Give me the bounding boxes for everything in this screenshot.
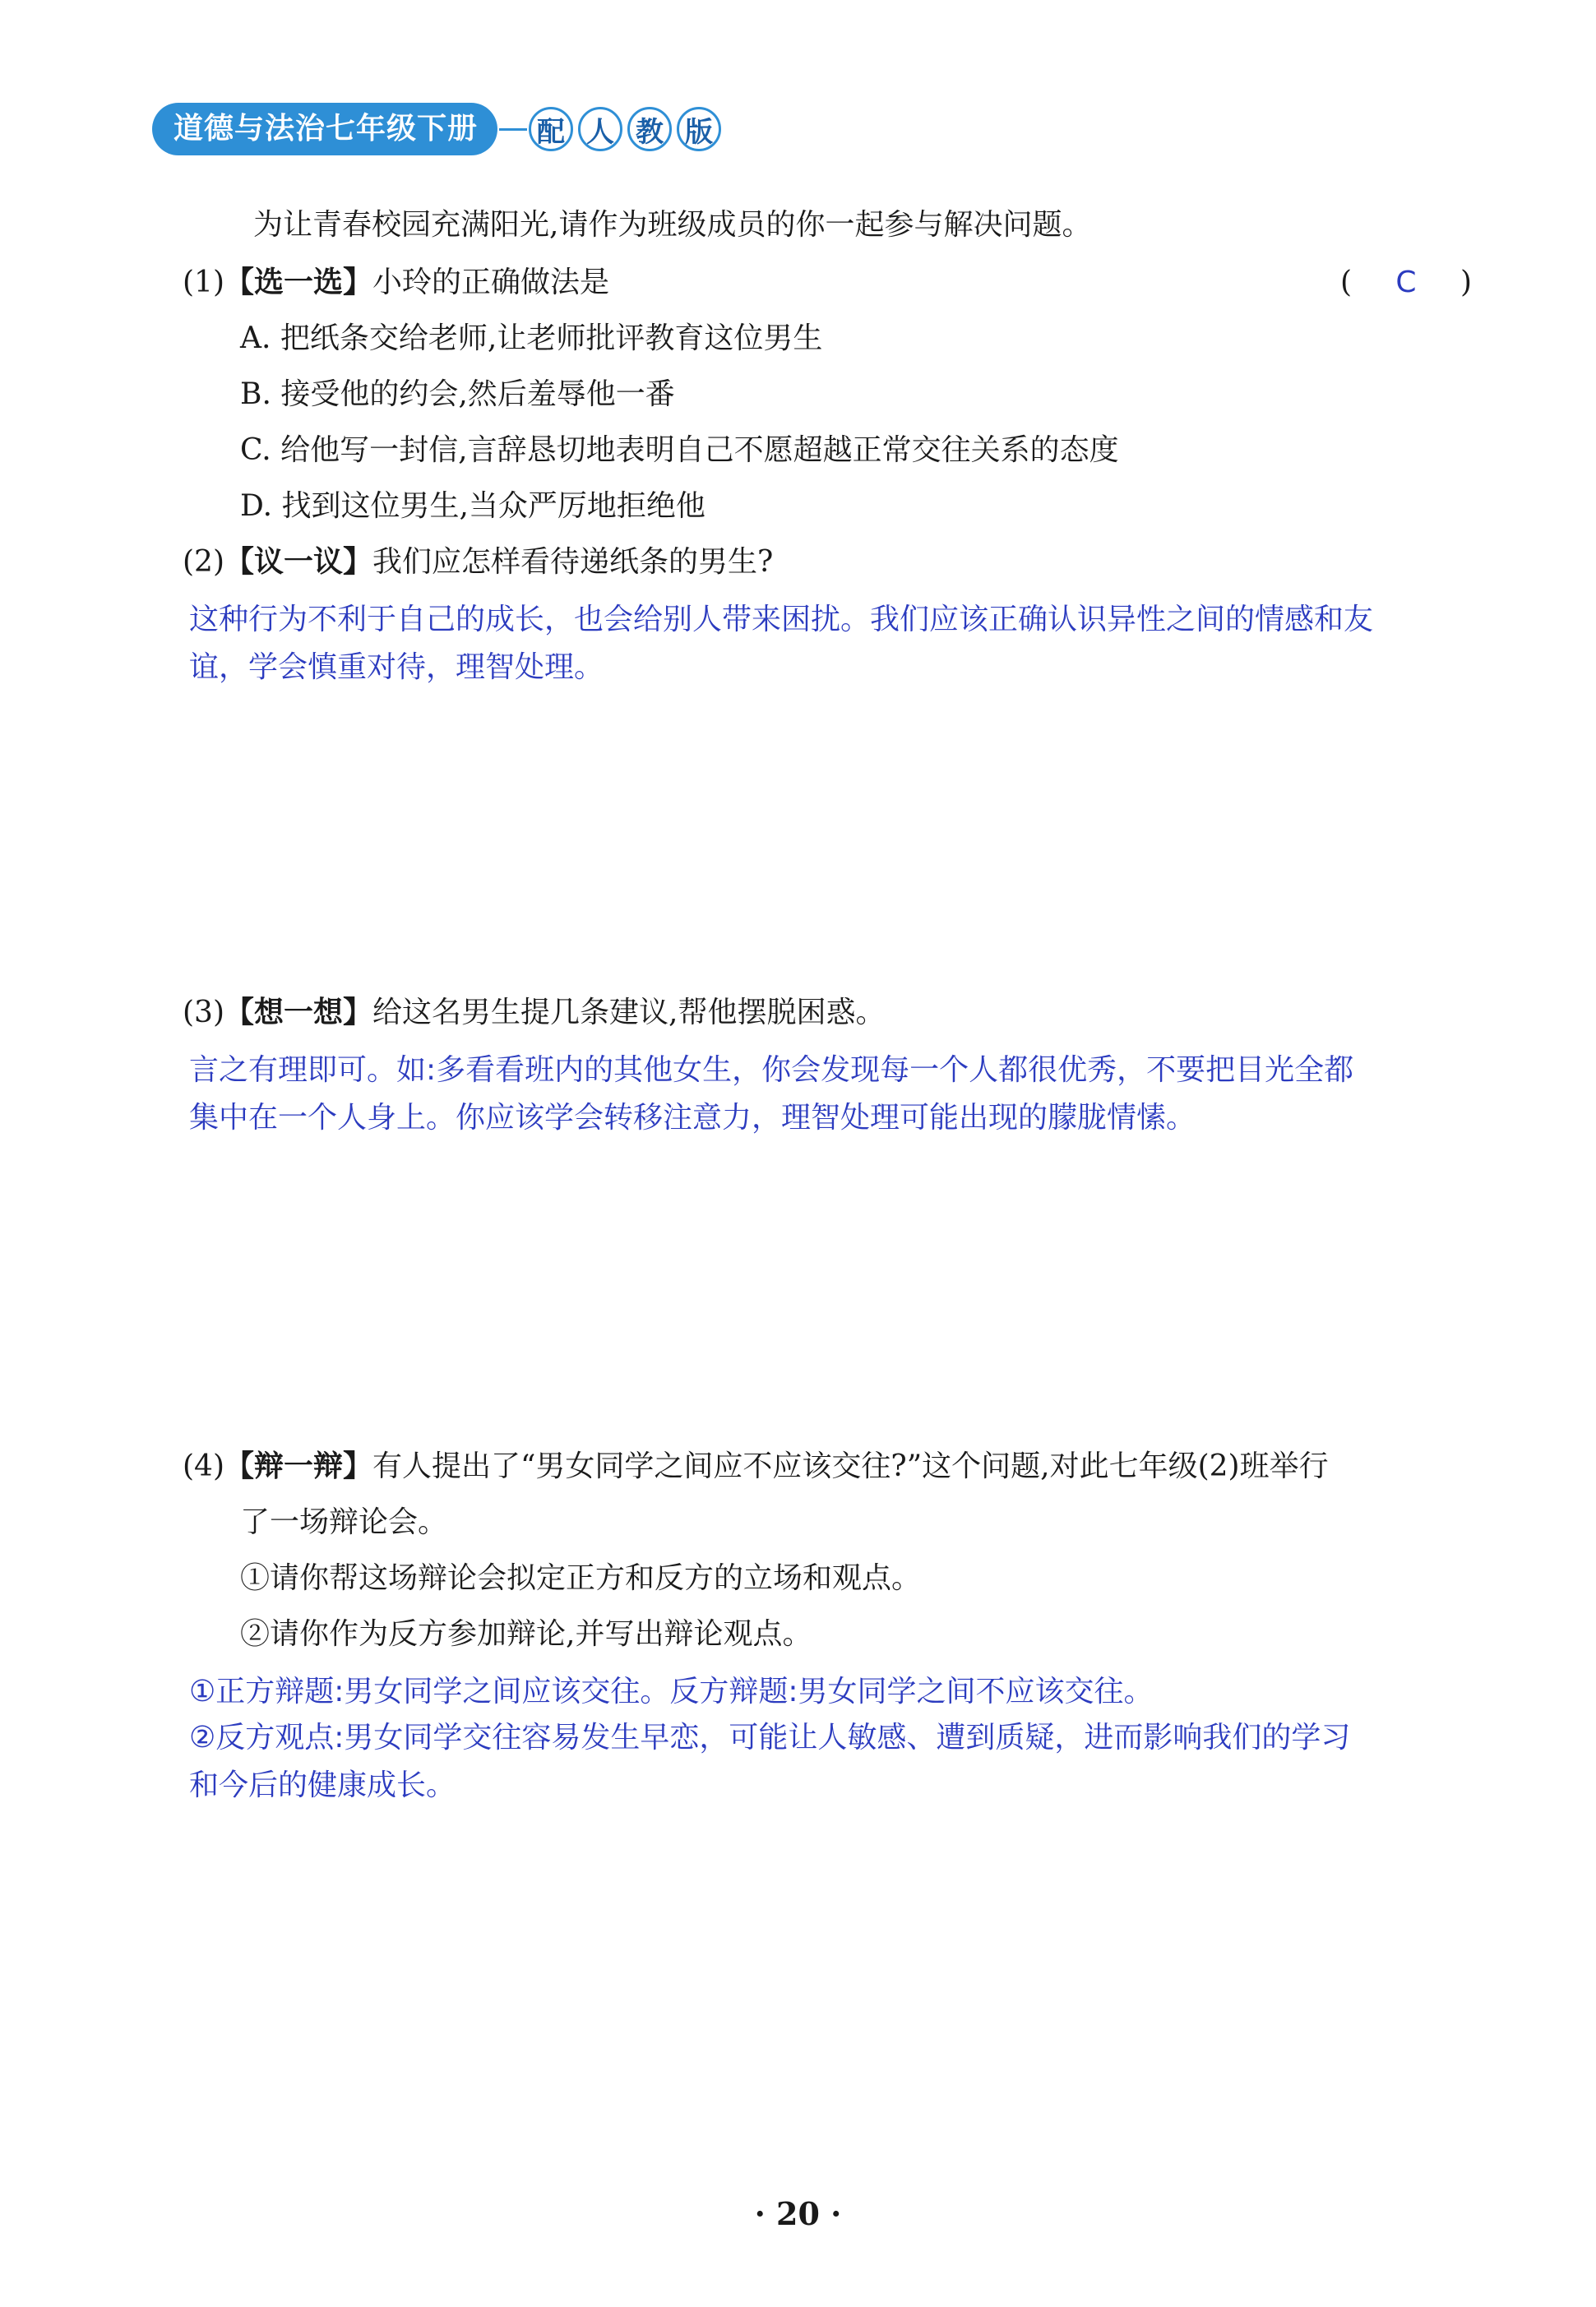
bracket-open: (: [1340, 266, 1353, 299]
option-a: A. 把纸条交给老师,让老师批评教育这位男生: [240, 321, 823, 355]
question-text: 小玲的正确做法是: [372, 266, 610, 299]
option-d: D. 找到这位男生,当众严厉地拒绝他: [240, 489, 705, 523]
page-number: · 20 ·: [754, 2195, 842, 2232]
answer-line: 这种行为不利于自己的成长，也会给别人带来困扰。我们应该正确认识异性之间的情感和友: [189, 603, 1374, 636]
question-number: (3): [183, 996, 224, 1029]
question-3: [183, 993, 885, 1033]
question-tag: 【选一选】: [224, 266, 373, 299]
answer-line: ②反方观点:男女同学交往容易发生早恋，可能让人敏感、遭到质疑，进而影响我们的学习: [189, 1721, 1351, 1755]
question-text: 有人提出了“男女同学之间应不应该交往?”这个问题,对此七年级(2)班举行: [372, 1449, 1329, 1483]
question-number: (2): [183, 545, 224, 579]
question-1: [183, 263, 609, 303]
edition-char: 人: [578, 107, 622, 151]
answer-line: ①正方辩题:男女同学之间应该交往。反方辩题:男女同学之间不应该交往。: [189, 1675, 1154, 1708]
intro-text: 为让青春校园充满阳光,请作为班级成员的你一起参与解决问题。: [253, 208, 1092, 242]
sub-question-2: ②请你作为反方参加辩论,并写出辩论观点。: [240, 1617, 812, 1651]
option-b: B. 接受他的约会,然后羞辱他一番: [240, 377, 675, 411]
question-number: (4): [183, 1449, 224, 1483]
answer-line: 集中在一个人身上。你应该学会转移注意力，理智处理可能出现的朦胧情愫。: [189, 1101, 1196, 1135]
question-text: 我们应怎样看待递纸条的男生?: [372, 545, 774, 579]
question-2: [183, 543, 773, 582]
edition-badge: [529, 107, 721, 151]
answer-line: 谊，学会慎重对待，理智处理。: [189, 650, 604, 684]
question-4: [183, 1447, 1329, 1486]
edition-char: 教: [627, 107, 672, 151]
answer-line: 和今后的健康成长。: [189, 1768, 456, 1802]
question-tag: 【议一议】: [224, 545, 373, 579]
answer-line: 言之有理即可。如:多看看班内的其他女生，你会发现每一个人都很优秀，不要把目光全都: [189, 1053, 1354, 1087]
answer-bracket: [1340, 263, 1472, 303]
sub-question-1: ①请你帮这场辩论会拟定正方和反方的立场和观点。: [240, 1561, 922, 1595]
bracket-close: ): [1460, 266, 1472, 299]
question-number: (1): [183, 266, 224, 299]
header-connector: [499, 128, 527, 131]
question-text: 给这名男生提几条建议,帮他摆脱困惑。: [372, 996, 886, 1029]
question-tag: 【想一想】: [224, 996, 373, 1029]
choice-answer: C: [1395, 266, 1417, 299]
page-header: [152, 100, 721, 158]
edition-char: 配: [529, 107, 573, 151]
option-c: C. 给他写一封信,言辞恳切地表明自己不愿超越正常交往关系的态度: [240, 433, 1119, 467]
question-text-continued: 了一场辩论会。: [240, 1505, 448, 1539]
edition-char: 版: [677, 107, 721, 151]
book-title: 道德与法治七年级下册: [152, 103, 497, 155]
question-tag: 【辩一辩】: [224, 1449, 373, 1483]
